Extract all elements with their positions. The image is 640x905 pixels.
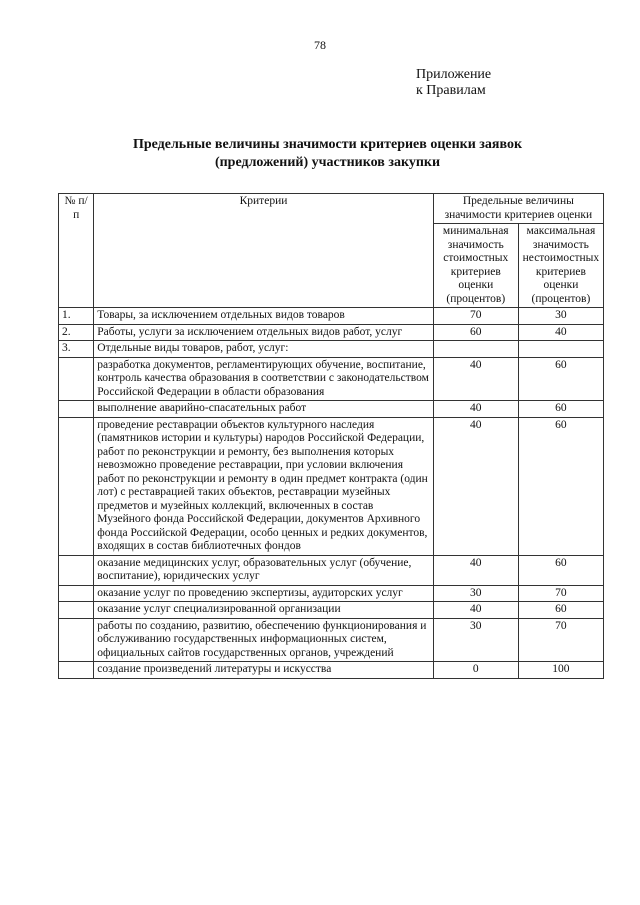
table-row	[59, 324, 604, 341]
row-max-value: 60	[518, 417, 603, 555]
table-row	[59, 662, 604, 679]
row-number: 1.	[59, 308, 94, 325]
row-criterion: выполнение аварийно-спасательных работ	[94, 401, 433, 418]
row-max-value: 30	[518, 308, 603, 325]
header-number: № п/п	[59, 194, 94, 308]
criteria-table	[58, 193, 604, 679]
row-max-value: 60	[518, 602, 603, 619]
header-criteria: Критерии	[94, 194, 433, 308]
row-min-value: 30	[433, 618, 518, 662]
table-row	[59, 401, 604, 418]
row-max-value: 70	[518, 585, 603, 602]
row-number	[59, 555, 94, 585]
appendix-line-2: к Правилам	[416, 83, 486, 98]
row-min-value	[433, 341, 518, 358]
row-max-value: 70	[518, 618, 603, 662]
row-criterion: проведение реставрации объектов культурного наследия (памятников истории и культуры) народов Российской Федерации, работ по реконструкции и ремонту, без выполнения которых невозможно проведение реставрации, при условии включения работ по реконструкции и ремонту в один предмет контракта (один лот) с реставрацией таких объектов, реставрации музейных предметов и музейных коллекций, включенных в состав Музейного фонда Российской Федерации, документов Архивного фонда Российской Федерации, особо ценных и редких документов, входящих в состав библиотечных фондов	[94, 417, 433, 555]
row-min-value: 40	[433, 417, 518, 555]
table-row	[59, 417, 604, 555]
row-number	[59, 602, 94, 619]
table-row	[59, 618, 604, 662]
row-max-value: 100	[518, 662, 603, 679]
row-min-value: 30	[433, 585, 518, 602]
row-min-value: 60	[433, 324, 518, 341]
row-criterion: оказание услуг специализированной организации	[94, 602, 433, 619]
row-min-value: 0	[433, 662, 518, 679]
row-min-value: 40	[433, 401, 518, 418]
page-number: 78	[314, 38, 326, 52]
row-criterion: Работы, услуги за исключением отдельных видов работ, услуг	[94, 324, 433, 341]
appendix-note	[416, 67, 491, 99]
appendix-line-1: Приложение	[416, 67, 492, 82]
table-row	[59, 602, 604, 619]
row-number	[59, 417, 94, 555]
row-criterion: Отдельные виды товаров, работ, услуг:	[94, 341, 433, 358]
row-number	[59, 618, 94, 662]
row-criterion: оказание услуг по проведению экспертизы, аудиторских услуг	[94, 585, 433, 602]
row-criterion: оказание медицинских услуг, образовательных услуг (обучение, воспитание), юридических услуг	[94, 555, 433, 585]
row-criterion: создание произведений литературы и искусства	[94, 662, 433, 679]
document-title-line-1: Предельные величины значимости критериев оценки заявок	[132, 137, 523, 152]
table-row	[59, 341, 604, 358]
row-number	[59, 357, 94, 401]
row-criterion: Товары, за исключением отдельных видов товаров	[94, 308, 433, 325]
row-min-value: 40	[433, 357, 518, 401]
row-min-value: 40	[433, 602, 518, 619]
row-min-value: 40	[433, 555, 518, 585]
document-title	[60, 136, 595, 172]
row-number	[59, 662, 94, 679]
row-number: 3.	[59, 341, 94, 358]
table-row	[59, 357, 604, 401]
document-title-line-2: (предложений) участников закупки	[214, 155, 441, 170]
row-max-value: 40	[518, 324, 603, 341]
table-row	[59, 585, 604, 602]
row-number: 2.	[59, 324, 94, 341]
table-row	[59, 555, 604, 585]
row-criterion: разработка документов, регламентирующих обучение, воспитание, контроль качества образования в соответствии с законодательством Российской Федерации в области образования	[94, 357, 433, 401]
row-max-value: 60	[518, 357, 603, 401]
row-number	[59, 585, 94, 602]
header-limits-group: Предельные величины значимости критериев оценки	[433, 194, 603, 224]
row-max-value	[518, 341, 603, 358]
row-number	[59, 401, 94, 418]
row-min-value: 70	[433, 308, 518, 325]
table-body	[59, 308, 604, 679]
table-row	[59, 308, 604, 325]
header-max-noncost: максимальная значимость нестоимостных критериев оценки (процентов)	[518, 224, 603, 308]
header-min-cost: минимальная значимость стоимостных критериев оценки (процентов)	[433, 224, 518, 308]
row-max-value: 60	[518, 555, 603, 585]
table-header-row	[59, 194, 604, 224]
row-criterion: работы по созданию, развитию, обеспечению функционирования и обслуживанию государственных информационных систем, официальных сайтов государственных органов, учреждений	[94, 618, 433, 662]
row-max-value: 60	[518, 401, 603, 418]
